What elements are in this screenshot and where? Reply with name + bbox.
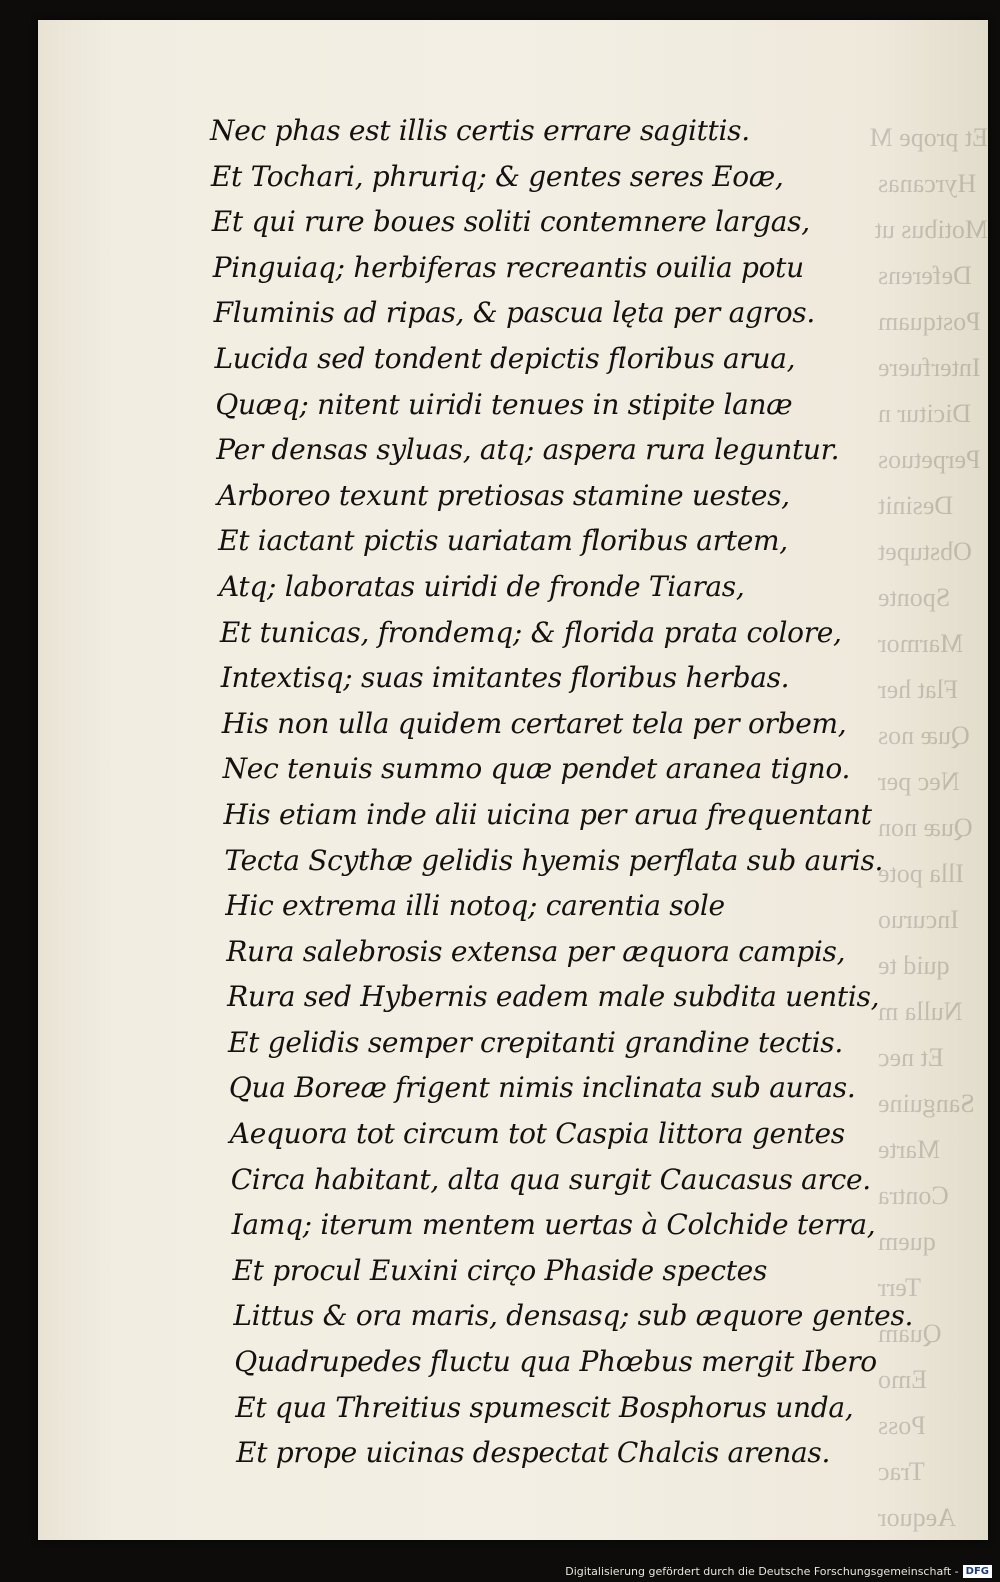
bleed-through-line: Quæ nos (878, 721, 970, 750)
verse-line: Qua Boreæ frigent nimis inclinata sub auras. (228, 1071, 856, 1105)
bleed-through-line: Et nec (878, 1043, 944, 1072)
verse-line: His etiam inde alii uicina per arua frequentant (223, 797, 872, 831)
bleed-through-line: Postquam (878, 307, 981, 336)
bleed-through-line: Marte (878, 1135, 941, 1164)
verse-line: Quadrupedes fluctu qua Phœbus mergit Ibero (234, 1345, 877, 1379)
bleed-through-line: Marmor (878, 629, 964, 658)
verse-line: Nec tenuis summo quæ pendet aranea tigno. (222, 752, 851, 786)
bleed-through-line: Nulla m (878, 997, 963, 1026)
verse-line: Et prope uicinas despectat Chalcis arenas. (236, 1436, 831, 1470)
bleed-through-line: Dicitur n (878, 399, 972, 428)
bleed-through-line: Contra (878, 1181, 949, 1210)
verse-line: Et gelidis semper crepitanti grandine tectis. (228, 1025, 843, 1059)
bleed-through-line: Interfuere (878, 353, 981, 382)
book-page (38, 20, 988, 1540)
verse-line: Et Tochari, phruriq; & gentes seres Eoæ, (210, 159, 784, 193)
verse-line: Pinguiaq; herbiferas recreantis ouilia potu (212, 250, 804, 284)
verse-line: Quæq; nitent uiridi tenues in stipite lanæ (215, 387, 793, 421)
verse-line: Rura salebrosis extensa per æquora campis, (226, 934, 846, 968)
verse-line: His non ulla quidem certaret tela per orbem, (221, 706, 847, 740)
bleed-through-line: Quam (878, 1319, 942, 1348)
verse-line: Fluminis ad ripas, & pascua lęta per agros. (213, 296, 815, 330)
dfg-logo: DFG (963, 1565, 992, 1578)
verse-line: Aequora tot circum tot Caspia littora gentes (229, 1117, 845, 1151)
footer-credit: Digitalisierung gefördert durch die Deutsche Forschungsgemeinschaft - (565, 1565, 959, 1578)
bleed-through-line: quid te (878, 951, 950, 980)
verse-line: Rura sed Hybernis eadem male subdita uentis, (227, 980, 880, 1014)
bleed-through-line: Obstupet (878, 537, 972, 566)
verse-line: Et tunicas, frondemq; & florida prata colore, (219, 615, 842, 649)
bleed-through-line: Terr (878, 1273, 921, 1302)
verse-line: Lucida sed tondent depictis floribus arua, (214, 341, 796, 375)
bleed-through-line: Illa pote (878, 859, 964, 888)
bleed-through-line: Nec per (878, 767, 960, 796)
bleed-through-line: Flat her (878, 675, 959, 704)
verse-line: Et qua Threitius spumescit Bosphorus unda, (235, 1390, 854, 1424)
bleed-through-line: Hyrcanas (878, 169, 977, 198)
bleed-through-line: Incuruo (878, 905, 959, 934)
verse-line: Littus & ora maris, densasq; sub æquore gentes. (233, 1299, 914, 1333)
bleed-through-line: quem (878, 1227, 936, 1256)
bleed-through-line: Perpetuos (878, 445, 981, 474)
bleed-through-line: Desinit (878, 491, 954, 520)
verse-line: Per densas syluas, atq; aspera rura leguntur. (216, 433, 840, 467)
bleed-through-line: Poss (878, 1411, 926, 1440)
bleed-through-line: Deferens (878, 261, 972, 290)
bleed-through-line: Et prope M (869, 123, 988, 152)
verse-line: Atq; laboratas uiridi de fronde Tiaras, (219, 569, 745, 603)
verse-line: Et iactant pictis uariatam floribus artem, (218, 524, 788, 558)
verse-line: Circa habitant, alta qua surgit Caucasus arce. (230, 1162, 871, 1196)
bleed-through-line: Motibus ut (874, 215, 988, 244)
bleed-through-line: Emo (878, 1365, 928, 1394)
verse-line: Arboreo texunt pretiosas stamine uestes, (217, 478, 790, 512)
verse-line: Et qui rure boues soliti contemnere largas, (211, 205, 810, 239)
verse-line: Tecta Scythæ gelidis hyemis perflata sub auris. (224, 843, 884, 877)
verse-line: Et procul Euxini circ̨o Phaside spectes (232, 1253, 768, 1287)
digitization-footer (565, 1565, 992, 1578)
verse-line: Nec phas est illis certis errare sagittis. (210, 114, 750, 147)
verse-line: Hic extrema illi notoq; carentia sole (225, 889, 725, 923)
verse-line: Iamq; iterum mentem uertas à Colchide terra, (231, 1208, 876, 1242)
bleed-through-line: Quæ non (878, 813, 973, 842)
verse-line: Intextisq; suas imitantes floribus herbas. (220, 661, 790, 695)
bleed-through-text (869, 115, 988, 1532)
bleed-through-line: Trac (878, 1457, 925, 1486)
bleed-through-line: Sanguine (878, 1089, 975, 1118)
bleed-through-line: Aequor (878, 1503, 956, 1532)
bleed-through-line: Sponte (878, 583, 951, 612)
